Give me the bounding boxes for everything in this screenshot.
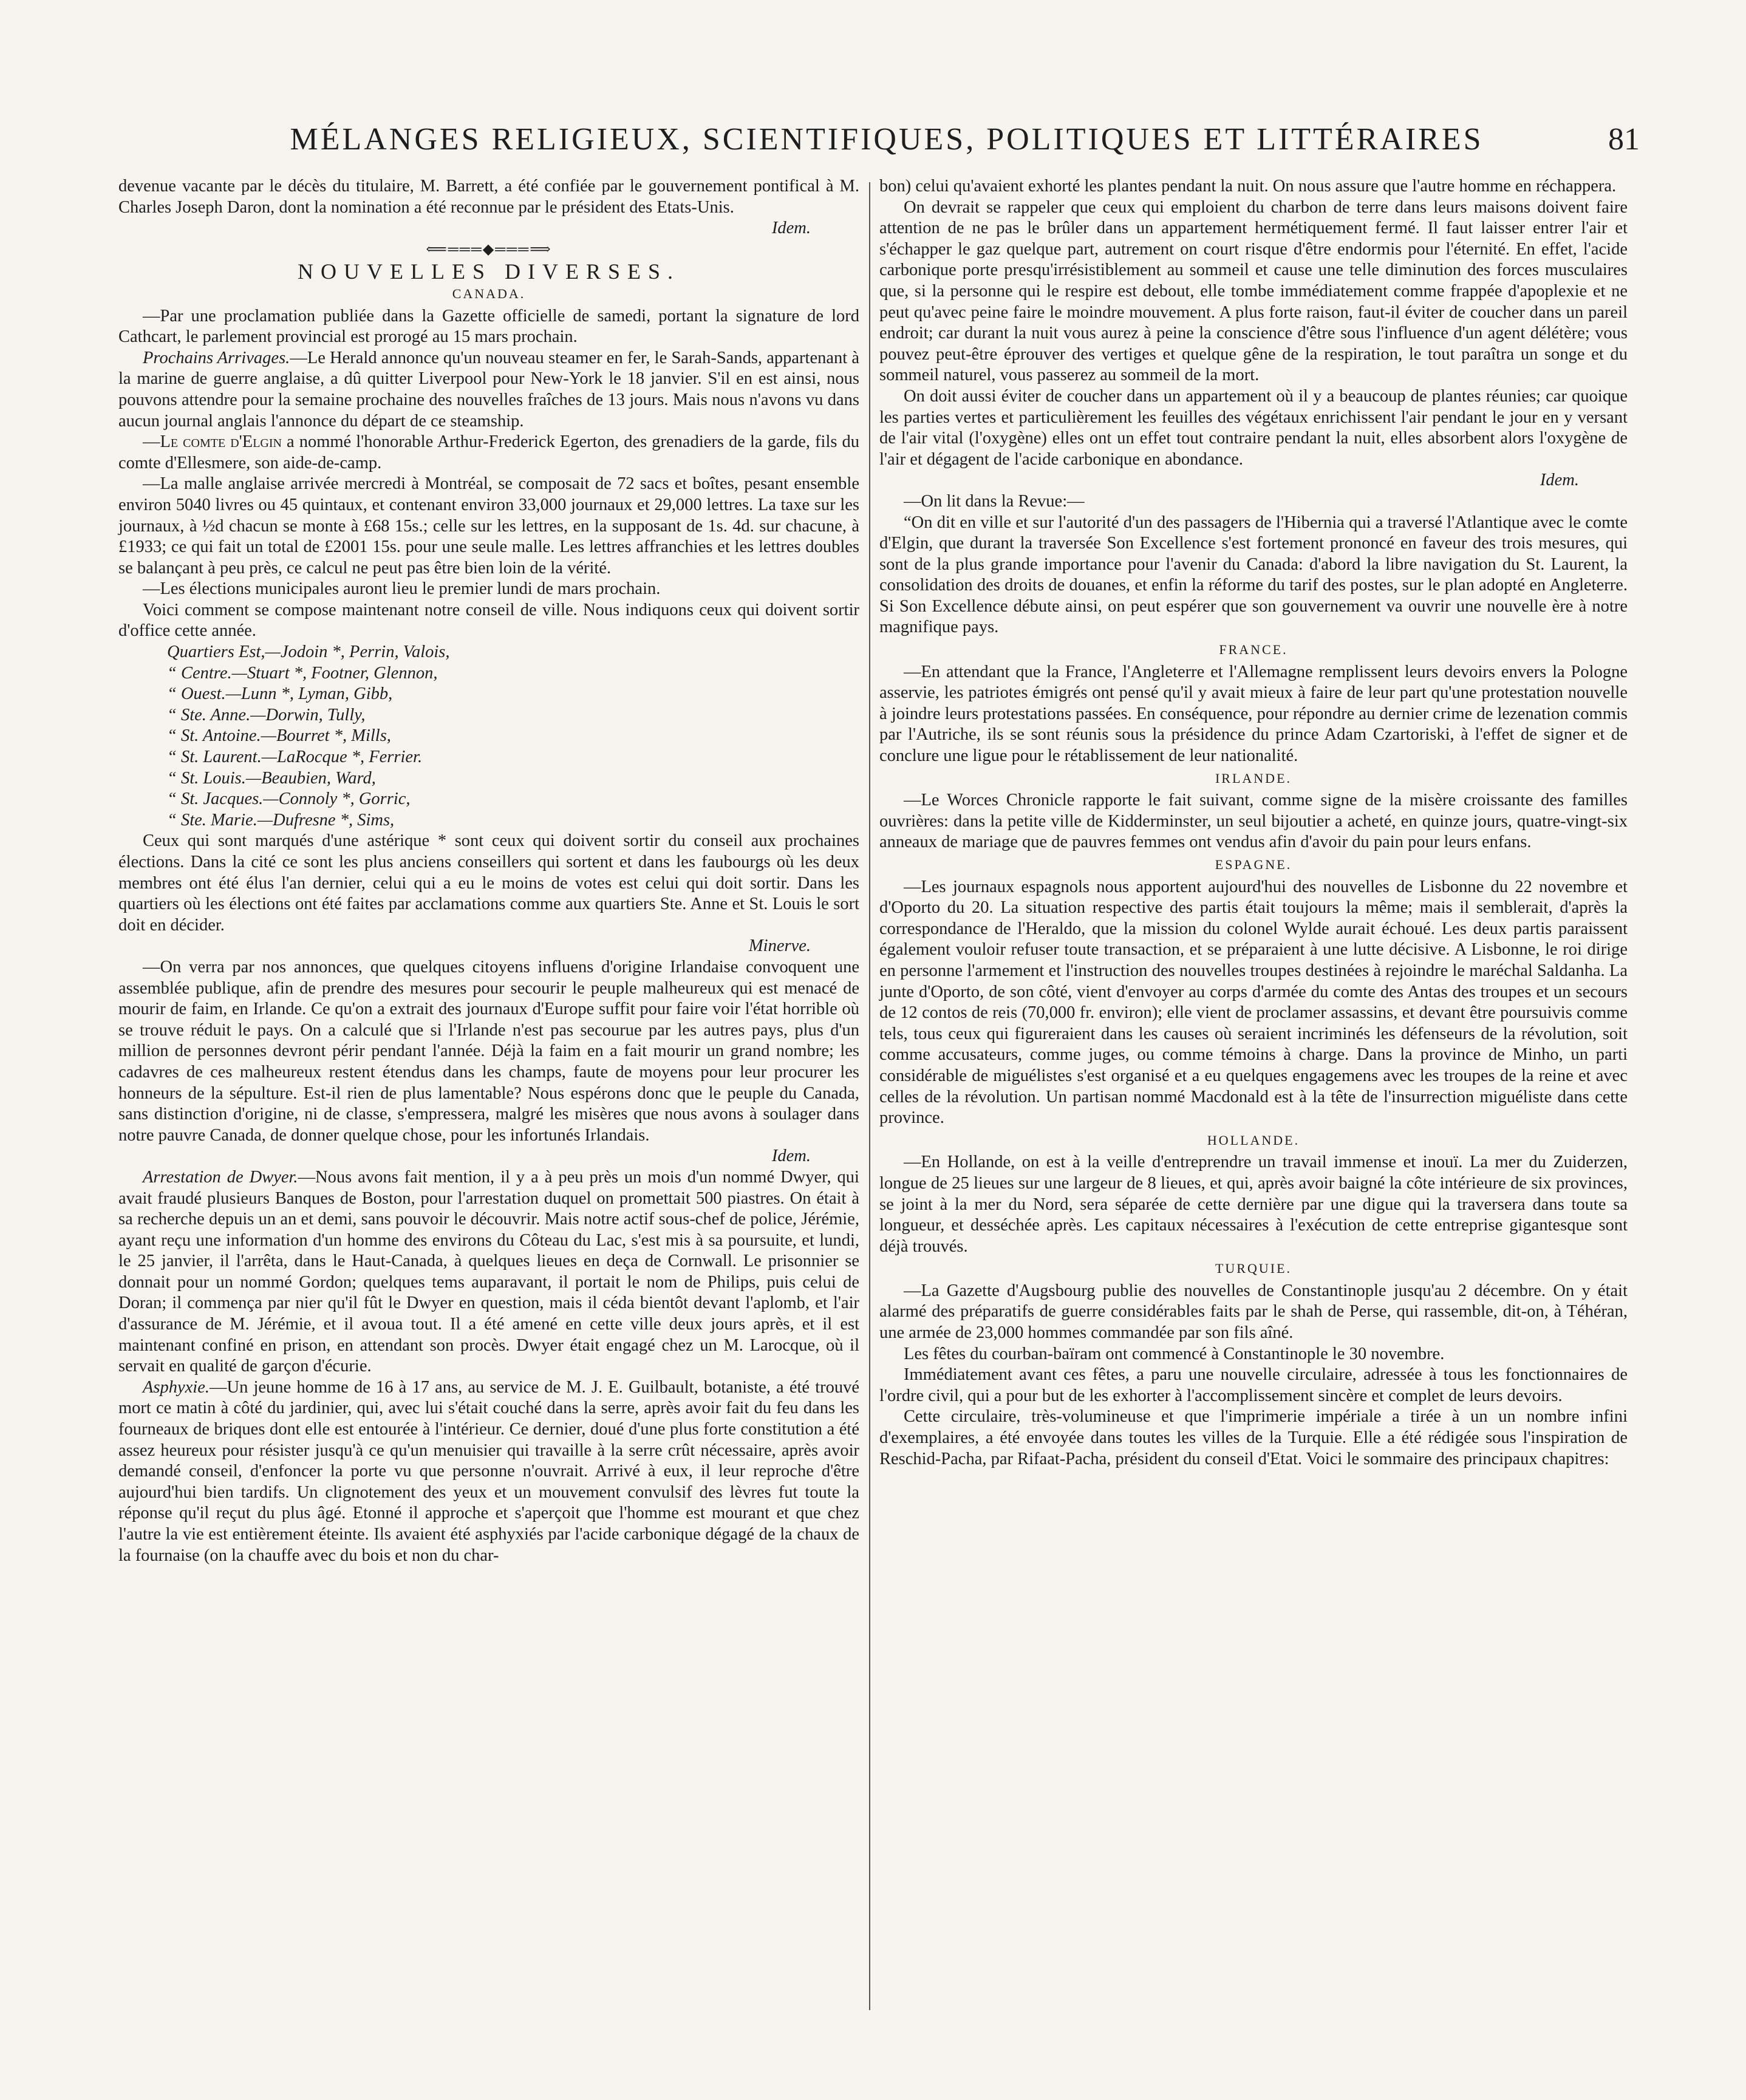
paragraph: —On lit dans la Revue:— (904, 491, 1085, 511)
list-item: “ St. Laurent.—LaRocque *, Ferrier. (167, 748, 423, 767)
paragraph: On devrait se rappeler que ceux qui emploient du charbon de terre dans leurs maisons doivent faire attention de ne pas le brûler dans un appartement hermétiquement fermé. Il faut laisser entrer l'air et s'échapper le gaz quelque part, autrement on court risque d'être endormis pour l'éternité. En effet, l'acide carbonique porte presqu'irrésistiblement au sommeil et cause une telle diminution des forces musculaires que, si la personne qui le respire est debout, elle tombe immédiatement comme frappée d'apoplexie et ne peut qu'avec peine faire le moindre mouvement. A plus forte raison, faut-il éviter de coucher dans un pareil endroit; car durant la nuit vous aurez à peine la conscience d'être sous l'influence d'un agent délétère; vous pouvez peut-être éprouver des vertiges et quelque gêne de la respiration, le tout paraîtra un songe et du sommeil naturel, vous passerez au sommeil de la mort. (879, 197, 1628, 385)
list-item: “ Centre.—Stuart *, Footner, Glennon, (167, 663, 438, 683)
paragraph: Arrestation de Dwyer.—Nous avons fait mention, il y a à peu près un mois d'un nommé Dwyer, qui avait fraudé plusieurs Banques de Boston, pour l'arrestation duquel on promettait 500 piastres. On était à sa recherche depuis un an et demi, sans pouvoir le découvrir. Mais notre actif sous-chef de police, Jérémie, ayant reçu une information d'un homme des environs du Côteau du Lac, s'est mis à sa poursuite, et lundi, le 25 janvier, il l'arrêta, dans le Haut-Canada, à quelques lieues en deça de Cornwall. Le prisonnier se donnait pour un nommé Gordon; quelques tems auparavant, il portait le nom de Philips, puis celui de Doran; il commença par nier qu'il fût le Dwyer en question, mais il céda bientôt devant l'aplomb, et l'air d'assurance de M. Jérémie, et il avoua tout. Il a été amené en cette ville deux jours après, et il est maintenant confiné en prison, en attendant son procès. Dwyer était engagé chez un M. Larocque, où il servait en qualité de garçon d'écurie. (118, 1167, 859, 1376)
paragraph: —On verra par nos annonces, que quelques citoyens influens d'origine Irlandaise convoquent une assemblée publique, afin de prendre des mesures pour secourir le peuple malheureux qui est menacé de mourir de faim, en Irlande. Ce qu'on a extrait des journaux d'Europe suffit pour faire voir l'état horrible où se trouve réduit le pays. On a calculé que si l'Irlande n'est pas secourue par les autres pays, plus d'un million de personnes devront périr pendant l'année. Déjà la faim en a fait mourir un grand nombre; les cadavres de ces malheureux restent étendus dans les champs, faute de moyens pour leur procurer les honneurs de la sépulture. Est-il rien de plus lamentable? Nous espérons donc que le peuple du Canada, sans distinction d'origine, ni de classe, s'empressera, malgré les misères que nous avons à soulager dans notre pauvre Canada, de donner quelque chose, pour les infortunés Irlandais. Idem. (118, 957, 859, 1167)
paragraph: —Le comte d'Elgin a nommé l'honorable Arthur-Frederick Egerton, des grenadiers de la garde, fils du comte d'Ellesmere, son aide-de-camp. (118, 432, 859, 472)
source-tag: Idem. (771, 1147, 811, 1166)
paragraph: Asphyxie.—Un jeune homme de 16 à 17 ans, au service de M. J. E. Guilbault, botaniste, a été trouvé mort ce matin à côté du jardinier, qui, avec lui s'était couché dans la serre, après avoir fait du feu dans les fourneaux de briques dont elle est entourée à l'intérieur. Ce dernier, doué d'une plus forte constitution a été assez heureux pour résister jusqu'à ce qu'un menuisier qui travaille à la serre crût nécessaire, après avoir demandé conseil, d'enfoncer la porte vu que personne n'ouvrait. Arrivé à eux, il leur reproche d'être aujourd'hui bien tardifs. Un clignotement des yeux et un mouvement convulsif des lèvres fut toute la réponse qu'il reçut du plus âgé. Etonné il approche et s'aperçoit que l'homme est mourant et que chez l'autre la vie est entièrement éteinte. Ils avaient été asphyxiés par l'acide carbonique dégagé de la chaux de la fournaise (on la chauffe avec du bois et non du char- (118, 1377, 859, 1565)
section-heading-espagne: ESPAGNE. (1215, 857, 1292, 872)
section-heading-hollande: HOLLANDE. (1207, 1132, 1300, 1148)
column-divider (869, 182, 870, 2010)
paragraph: devenue vacante par le décès du titulaire, M. Barrett, a été confiée par le gouvernement pontifical à M. Charles Joseph Daron, dont la nomination a été reconnue par le président des Etats-Unis. Idem. (118, 176, 859, 239)
paragraph: bon) celui qu'avaient exhorté les plantes pendant la nuit. On nous assure que l'autre homme en réchappera. (879, 177, 1617, 196)
paragraph: Immédiatement avant ces fêtes, a paru une nouvelle circulaire, adressée à tous les fonctionnaires de l'ordre civil, qui a pour but de les exhorter à l'accomplissement sincère et complet de leurs devoirs. (879, 1365, 1628, 1405)
paragraph: —Les élections municipales auront lieu le premier lundi de mars prochain. (143, 579, 661, 599)
source-tag: Idem. (771, 219, 811, 238)
section-heading-irlande: IRLANDE. (1215, 770, 1292, 786)
paragraph-lead: —Le comte d'Elgin (143, 432, 282, 452)
paragraph: —La Gazette d'Augsbourg publie des nouvelles de Constantinople jusqu'au 2 décembre. On y était alarmé des préparatifs de guerre considérables faits par le shah de Perse, qui rassemble, dit-on, à Téhéran, une armée de 23,000 hommes commandée par son fils aîné. (879, 1281, 1628, 1343)
paragraph: —La malle anglaise arrivée mercredi à Montréal, se composait de 72 sacs et boîtes, pesant ensemble environ 5040 livres ou 45 quintaux, et contenant environ 33,000 journaux et 29,000 lettres. La taxe sur les journaux, à ½d chacun se monte à £68 15s.; celle sur les lettres, en la supposant de 1s. 4d. sur chacune, à £1933; ce qui fait un total de £2001 15s. pour une seule malle. Les lettres affranchies et les lettres doubles se balançant à peu près, ce calcul ne peut pas être bien loin de la vérité. (118, 474, 859, 578)
list-item: “ St. Antoine.—Bourret *, Mills, (167, 726, 391, 746)
paragraph: —Le Worces Chronicle rapporte le fait suivant, comme signe de la misère croissante des familles ouvrières: dans la petite ville de Kidderminster, un seul bijoutier a acheté, en quinze jours, quatre-vingt-six anneaux de mariage que de pauvres femmes ont vendus afin d'avoir du pain pour leurs enfans. (879, 791, 1628, 852)
paragraph: Cette circulaire, très-volumineuse et que l'imprimerie impériale a tirée à un un nombre infini d'exemplaires, a été envoyée dans toutes les villes de la Turquie. Elle a été rédigée sous l'inspiration de Reschid-Pacha, par Rifaat-Pacha, président du conseil d'Etat. Voici le sommaire des principaux chapitres: (879, 1407, 1628, 1468)
paragraph: Ceux qui sont marqués d'une astérique * sont ceux qui doivent sortir du conseil aux prochaines élections. Dans la cité ce sont les plus anciens conseillers qui sortent et dans les faubourgs où les deux membres ont été élus l'an dernier, celui qui a eu le moins de votes est celui qui doit sortir. Dans les quartiers où les élections ont été faites par acclamations comme aux quartiers Ste. Anne et St. Louis le sort doit en décider. Minerve. (118, 831, 859, 957)
paragraph-lead: Prochains Arrivages. (143, 348, 290, 367)
section-heading-canada: CANADA. (452, 285, 526, 301)
page-header (134, 121, 1640, 170)
source-tag: Minerve. (748, 936, 811, 956)
ornament-divider: ⟸═══◆═══⟹ (426, 241, 552, 257)
paragraph: —Par une proclamation publiée dans la Gazette officielle de samedi, portant la signature de lord Cathcart, le parlement provincial est prorogé au 15 mars prochain. (118, 306, 859, 347)
paragraph-lead: Asphyxie. (143, 1377, 210, 1397)
source-tag: Idem. (1540, 471, 1579, 490)
right-column (879, 176, 1628, 1470)
list-item: Quartiers Est,—Jodoin *, Perrin, Valois, (167, 643, 450, 662)
section-heading-turquie: TURQUIE. (1215, 1261, 1292, 1277)
paragraph: Voici comment se compose maintenant notre conseil de ville. Nous indiquons ceux qui doivent sortir d'office cette année. (118, 600, 859, 641)
list-item: “ St. Louis.—Beaubien, Ward, (167, 768, 376, 788)
paragraph: —En Hollande, on est à la veille d'entreprendre un travail immense et inouï. La mer du Zuiderzen, longue de 25 lieues sur une largeur de 8 lieues, et qui, après avoir baigné la côte intérieure de six provinces, se joint à la mer du Nord, sera séparée de cette dernière par une digue qui la traversera dans toute sa longueur, et desséchée après. Les capitaux nécessaires à l'exécution de cette entreprise gigantesque sont déjà trouvés. (879, 1153, 1628, 1256)
list-item: “ Ouest.—Lunn *, Lyman, Gibb, (167, 684, 393, 704)
running-title: MÉLANGES RELIGIEUX, SCIENTIFIQUES, POLITIQUES ET LITTÉRAIRES (290, 122, 1484, 157)
paragraph: Prochains Arrivages.—Le Herald annonce qu'un nouveau steamer en fer, le Sarah-Sands, appartenant à la marine de guerre anglaise, a dû quitter Liverpool pour New-York le 18 janvier. S'il en est ainsi, nous pouvons attendre pour la semaine prochaine des nouvelles fraîches de 13 jours. Mais nous n'avons vu dans aucun journal anglais l'annonce du départ de ce steamship. (118, 348, 859, 431)
list-item: “ St. Jacques.—Connoly *, Gorric, (167, 789, 411, 809)
paragraph-lead: Arrestation de Dwyer. (143, 1167, 298, 1187)
paragraph: —En attendant que la France, l'Angleterre et l'Allemagne remplissent leurs devoirs envers la Pologne asservie, les patriotes émigrés ont pensé qu'il y avait mieux à faire de leur part qu'une protestation nouvelle à joindre leurs protestations passées. En conséquence, pour répondre au dernier crime de lezenation commis par l'Autriche, ils se sont réunis sous la présidence du prince Adam Czartoriski, à l'effet de signer et de conclure une ligue pour le rétablissement de leur nationalité. (879, 662, 1628, 766)
section-heading-france: FRANCE. (1219, 642, 1288, 658)
section-title: NOUVELLES DIVERSES. (298, 259, 680, 284)
left-column (118, 176, 859, 1566)
list-item: “ Ste. Marie.—Dufresne *, Sims, (167, 810, 395, 830)
list-item: “ Ste. Anne.—Dorwin, Tully, (167, 705, 366, 724)
page-number: 81 (1608, 122, 1640, 157)
paragraph: —Les journaux espagnols nous apportent aujourd'hui des nouvelles de Lisbonne du 22 novembre et d'Oporto du 20. La situation respective des partis était toujours la même; mais il semblerait, d'après la correspondance de l'Heraldo, que la mission du colonel Wylde aurait échoué. Les deux partis paraissent également vouloir refuser toute transaction, et se préparaient à une lutte décisive. A Lisbonne, le roi dirige en personne l'armement et l'instruction des nouvelles troupes destinées à rejoindre le maréchal Saldanha. La junte d'Oporto, de son côté, vient d'envoyer au corps d'armée du comte des Antas des troupes et un secours de 12 contos de reis (70,000 fr. environ); elle vient de proclamer assassins, et devant être poursuivis comme tels, tous ceux qui figureraient dans les causes où seraient incriminés les défenseurs de la révolution, soit comme accusateurs, comme juges, ou comme témoins à charge. Dans la province de Minho, un parti considérable de miguélistes s'est organisé et a eu quelques engagemens avec les troupes de la reine et avec celles de la révolution. Un partisan nommé Macdonald est à la tête de l'insurrection miguéliste dans cette province. (879, 877, 1628, 1128)
paragraph: Les fêtes du courban-baïram ont commencé à Constantinople le 30 novembre. (904, 1344, 1445, 1363)
council-wards-list (118, 642, 859, 831)
paragraph: “On dit en ville et sur l'autorité d'un des passagers de l'Hibernia qui a traversé l'Atlantique avec le comte d'Elgin, que durant la traversée Son Excellence s'est fortement prononcé en faveur des trois mesures, qui sont de la plus grande importance pour l'avenir du Canada: d'abord la libre navigation du St. Laurent, la consolidation des droits de douanes, et enfin la réforme du tarif des postes, sur le plan adopté en Angleterre. Si Son Excellence débute ainsi, on peut espérer que son gouvernement va ouvrir une nouvelle ère à notre magnifique pays. (879, 513, 1628, 637)
paragraph: On doit aussi éviter de coucher dans un appartement où il y a beaucoup de plantes réunies; car quoique les parties vertes et particulièrement les feuilles des végétaux enrichissent l'air pendant le jour en y versant de l'air vital (l'oxygène) elles ont un effet tout contraire pendant la nuit, elles absorbent alors l'oxygène de l'air et dégagent de l'acide carbonique en abondance. Idem. (879, 386, 1628, 491)
